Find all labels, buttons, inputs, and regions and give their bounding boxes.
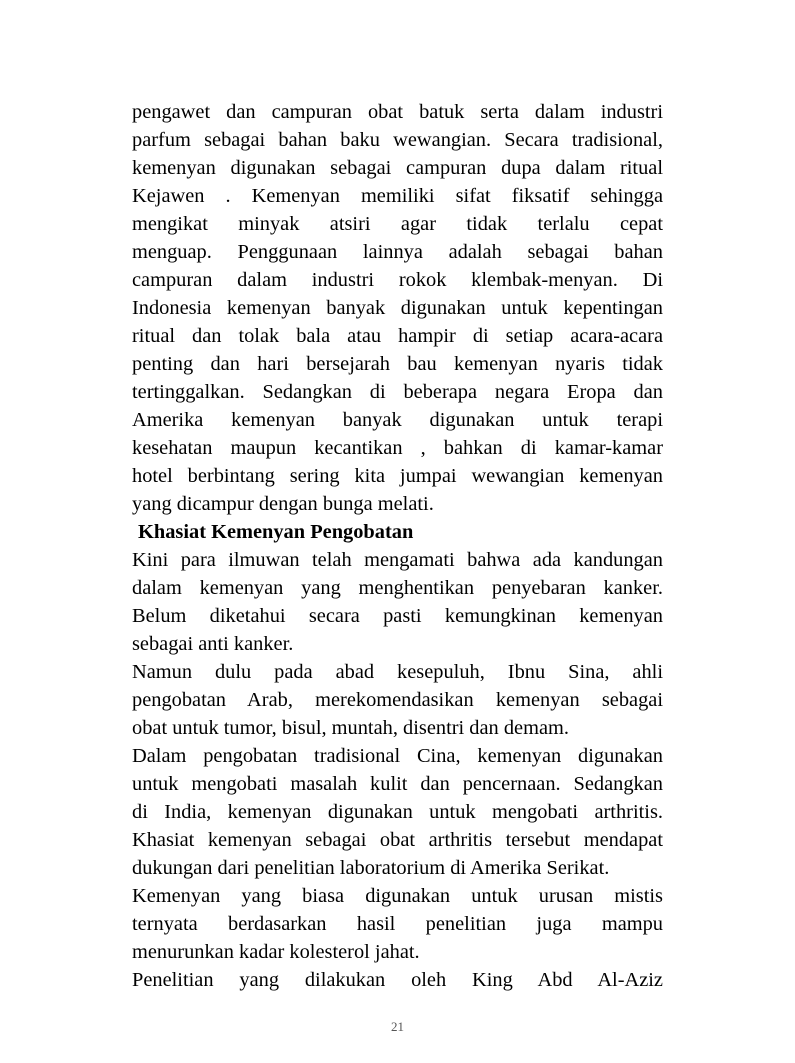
text-line: Kini para ilmuwan telah mengamati bahwa ada kandungan <box>132 549 663 571</box>
text-line: campuran dalam industri rokok klembak-menyan. Di <box>132 269 663 291</box>
text-line: menurunkan kadar kolesterol jahat. <box>132 941 420 963</box>
text-line: pengobatan Arab, merekomendasikan kemenyan sebagai <box>132 689 663 711</box>
text-line: menguap. Penggunaan lainnya adalah sebagai bahan <box>132 241 663 263</box>
text-line: kesehatan maupun kecantikan , bahkan di kamar-kamar <box>132 437 663 459</box>
text-line: yang dicampur dengan bunga melati. <box>132 493 434 515</box>
text-line: Khasiat kemenyan sebagai obat arthritis tersebut mendapat <box>132 829 663 851</box>
text-line: ritual dan tolak bala atau hampir di setiap acara-acara <box>132 325 663 347</box>
text-line: Namun dulu pada abad kesepuluh, Ibnu Sina, ahli <box>132 661 663 683</box>
text-line: dukungan dari penelitian laboratorium di Amerika Serikat. <box>132 857 610 879</box>
text-line: parfum sebagai bahan baku wewangian. Secara tradisional, <box>132 129 663 151</box>
text-line: ternyata berdasarkan hasil penelitian juga mampu <box>132 913 663 935</box>
text-line: Amerika kemenyan banyak digunakan untuk terapi <box>132 409 663 431</box>
text-line: di India, kemenyan digunakan untuk mengobati arthritis. <box>132 801 663 823</box>
text-line: Dalam pengobatan tradisional Cina, kemenyan digunakan <box>132 745 663 767</box>
text-line: kemenyan digunakan sebagai campuran dupa dalam ritual <box>132 157 663 179</box>
text-line: Kejawen . Kemenyan memiliki sifat fiksatif sehingga <box>132 185 663 207</box>
text-line: pengawet dan campuran obat batuk serta dalam industri <box>132 101 663 123</box>
text-line: mengikat minyak atsiri agar tidak terlalu cepat <box>132 213 663 235</box>
text-line: obat untuk tumor, bisul, muntah, disentri dan demam. <box>132 717 569 739</box>
text-line: Belum diketahui secara pasti kemungkinan kemenyan <box>132 605 663 627</box>
text-line: Indonesia kemenyan banyak digunakan untuk kepentingan <box>132 297 663 319</box>
text-line: dalam kemenyan yang menghentikan penyebaran kanker. <box>132 577 663 599</box>
text-line: untuk mengobati masalah kulit dan pencernaan. Sedangkan <box>132 773 663 795</box>
text-line: penting dan hari bersejarah bau kemenyan nyaris tidak <box>132 353 663 375</box>
text-line: hotel berbintang sering kita jumpai wewangian kemenyan <box>132 465 663 487</box>
text-line: sebagai anti kanker. <box>132 633 294 655</box>
page-number: 21 <box>391 1019 404 1034</box>
text-line: tertinggalkan. Sedangkan di beberapa negara Eropa dan <box>132 381 663 403</box>
text-line: Kemenyan yang biasa digunakan untuk urusan mistis <box>132 885 663 907</box>
section-heading: Khasiat Kemenyan Pengobatan <box>138 521 414 543</box>
text-line: Penelitian yang dilakukan oleh King Abd Al-Aziz <box>132 969 663 991</box>
page-body <box>132 98 663 994</box>
